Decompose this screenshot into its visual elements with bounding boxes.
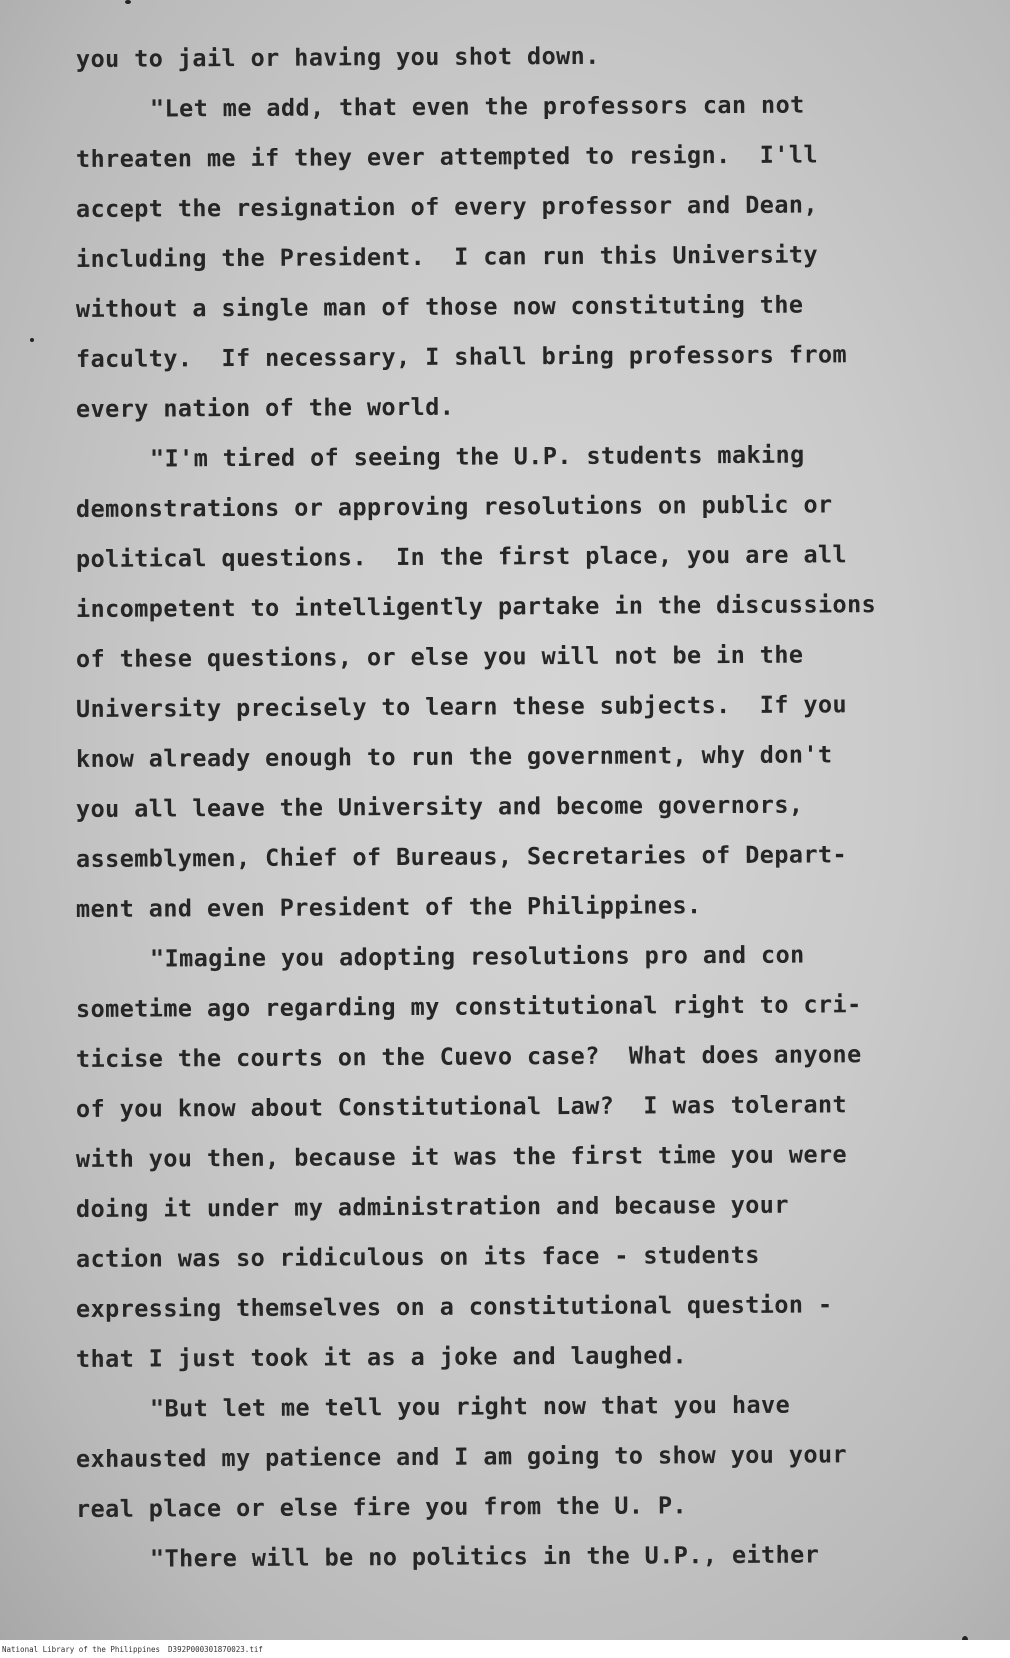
text-line-6: without a single man of those now constituting the [75,290,804,323]
text-line-20: sometime ago regarding my constitutional right to cri- [75,990,862,1023]
scan-footer [0,1642,1010,1658]
scan-speck [30,338,34,342]
text-line-26: expressing themselves on a constitutional question - [75,1290,833,1323]
text-line-18: ment and even President of the Philippines. [75,891,702,923]
text-line-3: threaten me if they ever attempted to resign. I'll [75,140,819,173]
text-line-30: real place or else fire you from the U. P. [75,1491,688,1523]
text-line-27: that I just took it as a joke and laughed. [75,1341,688,1373]
scan-speck [962,1636,968,1640]
text-line-2: "Let me add, that even the professors can not [149,90,805,123]
text-line-23: with you then, because it was the first time you were [75,1140,848,1173]
footer-library: National Library of the Philippines [2,1645,161,1654]
text-line-16: you all leave the University and become governors, [75,790,804,823]
footer-file-id: D392P000301870023.tif [168,1645,263,1654]
text-line-24: doing it under my administration and because your [75,1190,789,1223]
text-line-17: assemblymen, Chief of Bureaus, Secretaries of Depart- [75,840,848,873]
text-line-1: you to jail or having you shot down. [75,41,600,73]
text-line-13: of these questions, or else you will not be in the [75,640,804,673]
text-line-11: political questions. In the first place, you are all [75,540,848,573]
text-line-28: "But let me tell you right now that you have [149,1390,791,1423]
text-line-7: faculty. If necessary, I shall bring professors from [75,340,848,373]
text-line-15: know already enough to run the government, why don't [75,740,833,773]
text-line-22: of you know about Constitutional Law? I was tolerant [75,1090,848,1123]
text-line-25: action was so ridiculous on its face - students [75,1240,760,1273]
text-line-9: "I'm tired of seeing the U.P. students making [149,440,805,473]
typewritten-text [76,34,976,1584]
text-line-19: "Imagine you adopting resolutions pro and con [149,940,805,973]
text-line-8: every nation of the world. [75,392,455,423]
text-line-29: exhausted my patience and I am going to show you your [75,1440,848,1473]
text-line-21: ticise the courts on the Cuevo case? What does anyone [75,1040,862,1073]
text-line-14: University precisely to learn these subjects. If you [75,690,848,723]
text-line-5: including the President. I can run this University [75,240,819,273]
text-line-4: accept the resignation of every professor and Dean, [75,190,819,223]
text-line-12: incompetent to intelligently partake in the discussions [75,590,877,623]
scan-speck [125,0,131,4]
text-line-31: "There will be no politics in the U.P., either [149,1540,820,1573]
text-line-10: demonstrations or approving resolutions on public or [75,490,833,523]
